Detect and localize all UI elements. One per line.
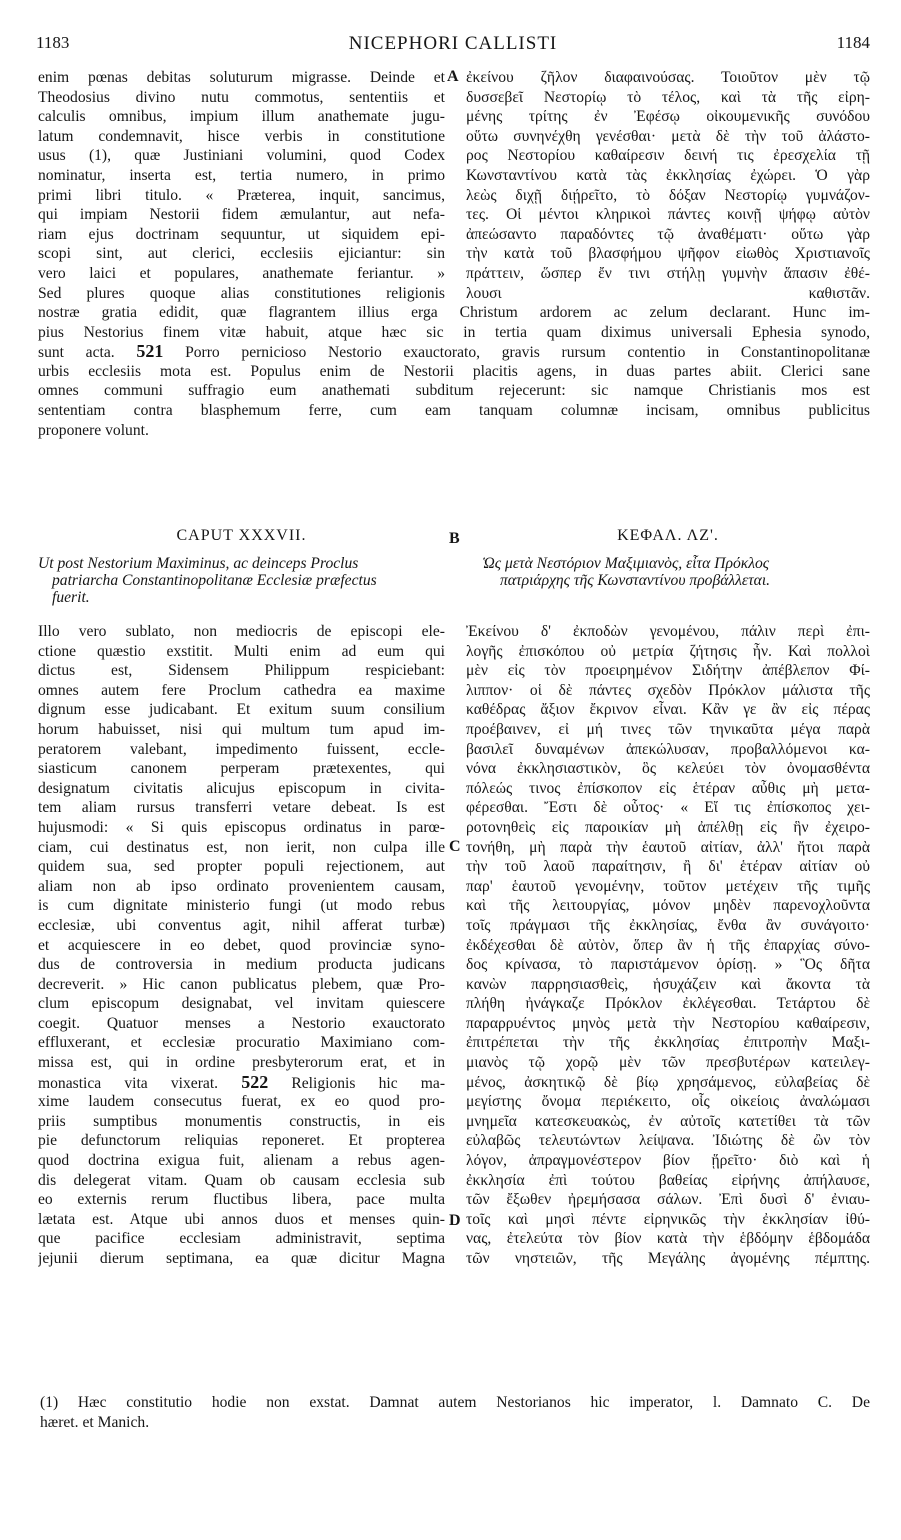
text-line: ἀπεώσαντο παραδόντες τῷ ἀναθέματι· οὕτω γὰρ — [466, 225, 870, 243]
text-line: λιππον· οἱ δὲ πάντες σχεδὸν Πρόκλον μάλιστα τῆς — [466, 681, 870, 699]
margin-marker-c: C — [449, 838, 461, 855]
text-line: ροτονηθεὶς εἰς παροικίαν μὴ ἀπέλθῃ εἰς ἣν ἐχειρο- — [466, 818, 870, 836]
text-line: tem aliam rursus transferri vetare debeat. Is est — [38, 799, 445, 817]
text-line: λεὼς διχῇ διῄρεῖτο, τὸ δόξαν Νεστορίῳ γυμνάζον- — [466, 186, 870, 204]
text-line: omnes communi suffragio eum anathemati subditum rejecerunt: sic namque Christianis mos est — [38, 382, 870, 400]
text-line: παραρρυέντος μηνὸς μετὰ τὴν Νεστορίου καθαίρεσιν, — [466, 1014, 870, 1032]
chapter-caption-latin — [38, 555, 377, 606]
greek-body-column — [466, 622, 870, 1269]
page-number-right: 1184 — [836, 33, 870, 52]
chapter-caption-greek — [482, 555, 770, 589]
margin-marker-d: D — [449, 1212, 461, 1229]
text-line: νόνα ἐκκλησιαστικὸν, ὃς κελεύει τὸν ὀνομασθέντα — [466, 760, 870, 778]
text-line: πράττειν, ὥσπερ ἔν τινι στήλῃ γυμνὴν ἅπασιν ἐθέ- — [466, 264, 870, 282]
text-line: λόγον, ἀπραγμονέστερον βίον ᾕρεῖτο· διὸ καὶ ἡ — [466, 1152, 870, 1170]
text-line-with-section — [38, 342, 870, 362]
caption-line: Ut post Nestorium Maximinus, ac deinceps Proclus — [38, 555, 359, 572]
text-line: ἐκδέχεσθαι δὲ αὐτὸν, ὅπερ ἂν ἡ τῆς ἐπαρχίας σύνο- — [466, 936, 870, 954]
text-line: quidem sua, sed propter populi rejectionem, aut — [38, 858, 445, 876]
text-line: ἐπιτρέπεται τὴν τῆς ἐκκλησίας ἐπιτροπὴν Μαξι- — [466, 1034, 870, 1052]
text-line: quod doctrina exigua fuit, alienam a rebus agen- — [38, 1152, 445, 1170]
text-segment: sunt acta. — [38, 344, 115, 362]
text-line: urbis ecclesiis mota est. Populus enim de Nestorii placitis agens, in duas partes abiit. Clerici sane — [38, 362, 870, 380]
full-width-block — [38, 303, 870, 440]
text-line: calculis omnibus, impium illum anathemate jugu- — [38, 108, 445, 126]
text-line: missa est, qui in ordine presbyterorum erat, et in — [38, 1054, 445, 1072]
text-line: τῶν νηστειῶν, τῆς Μεγάλης ἀγομένης πέμπτης. — [466, 1250, 870, 1267]
text-line: μένος, ἀσκητικῷ δὲ βίῳ χρησάμενος, εὐλαβείας δὲ — [466, 1073, 870, 1091]
text-line: οὕτω συνηνέχθη γενέσθαι· μετὰ δὲ τὴν τοῦ ἀλάστο- — [466, 127, 870, 145]
text-line: νας, ἐτελεύτα τὸν βίον κατὰ τὴν ἑβδόμην ἑβδομάδα — [466, 1230, 870, 1248]
text-line: ρος Νεστορίου καθαίρεσιν δεινή τις ἐρεσχελία τῇ — [466, 147, 870, 165]
text-line: ciam, cui destinatus est, non ierit, non culpa ille — [38, 838, 445, 856]
margin-marker-a: A — [447, 68, 459, 85]
text-line: dis delegerat vitam. Quam ob causam ecclesia sub — [38, 1171, 445, 1189]
text-line: usus (1), quæ Justiniani volumini, quod Codex — [38, 147, 445, 165]
latin-body-column — [38, 622, 445, 1269]
text-line: primi libri titulo. « Præterea, inquit, sancimus, — [38, 186, 445, 204]
footnote-line: (1) Hæc constitutio hodie non exstat. Damnat autem Nestorianos hic imperator, l. Damnato C. De — [40, 1394, 870, 1411]
chapter-heading-latin: CAPUT XXXVII. — [176, 527, 307, 544]
section-number-521: 521 — [136, 341, 164, 362]
text-line: φέρεσθαι. Ἔστι δὲ οὗτος· « Εἴ τις ἐπίσκοπος χει- — [466, 799, 870, 817]
text-line: hujusmodi: « Si quis episcopus ordinatus in parœ- — [38, 818, 445, 836]
text-line: καὶ τῆς λειτουργίας, μόνον μηδὲν παρενοχλοῦντα — [466, 897, 870, 915]
text-line: scopi sint, aut clerici, ecclesiis ejiciantur: sin — [38, 245, 445, 263]
text-segment: monastica vita vixerat. — [38, 1074, 219, 1092]
text-line: προέβαινεν, εἰ μή τινες τῶν τηνικαῦτα μέγα παρὰ — [466, 720, 870, 738]
text-line: καθέδρας ἄξιον ἔκρινον εἶναι. Κἂν γε ἂν εἰς πέρας — [466, 701, 870, 719]
caption-line: fuerit. — [52, 589, 90, 606]
text-line: μένης τρίτης ἐν Ἐφέσῳ οἰκουμενικῆς συνόδου — [466, 108, 870, 126]
text-line: λουσι καθιστᾶν. — [466, 284, 870, 302]
text-line: effluxerant, et ecclesiæ procuratio Maximiano com- — [38, 1034, 445, 1052]
text-line: nostræ gratia edidit, quæ flagrantem illius erga Christum ardorem ac zelum declarant. Hunc im- — [38, 304, 870, 321]
footnote — [40, 1393, 870, 1432]
text-line: aliam non ab ipso ordinato provenientem causam, — [38, 877, 445, 895]
text-line: et acquiescere in eo debet, quod provinciæ syno- — [38, 936, 445, 954]
text-line: omnes autem fere Proclum cathedra ea maxime — [38, 681, 445, 699]
page-number-left: 1183 — [36, 33, 70, 52]
text-line: pie defunctorum reliquias reponeret. Et propterea — [38, 1132, 445, 1150]
text-line: dictus est, Sidensem Philippum respiciebant: — [38, 662, 445, 680]
text-line — [38, 1073, 445, 1093]
text-line: xime laudem consecutus fuerat, ex eo quod pro- — [38, 1093, 445, 1111]
text-line: Theodosius divino nutu commotus, sententiis et — [38, 88, 445, 106]
text-line: δος κρίνασα, τὸ παριστάμενον ὁρίσῃ. » Ὃς δῆτα — [466, 956, 870, 974]
footnote-line: hæret. et Manich. — [40, 1413, 150, 1431]
text-line: enim pœnas debitas soluturum migrasse. Deinde et — [38, 69, 445, 86]
text-line: eo externis rerum fluctibus libera, pace multa — [38, 1191, 445, 1209]
text-line: τοῖς καὶ μησὶ πέντε εἰρηνικῶς τὴν ἐκκλησίαν ἰθύ- — [466, 1210, 870, 1228]
text-line: dignum esse judicabant. Et exitum suum consilium — [38, 701, 445, 719]
text-line: latum condemnavit, hisce verbis in constitutione — [38, 127, 445, 145]
text-line: horum habuisset, nisi qui multum tum apud im- — [38, 720, 445, 738]
text-line: τὴν κατὰ τοῦ βλασφήμου ψῆφον εἰωθὸς Χριστιανοῖς — [466, 245, 870, 263]
text-line: pius Nestorius finem vitæ habuit, atque hæc sic in tertia quam diximus universali Ephesia synodo, — [38, 323, 870, 341]
text-line: εὐλαβῶς τελευτώντων λείψανα. Ἰδιώτης δὲ ὢν τὸν — [466, 1132, 870, 1150]
section-number-522: 522 — [241, 1071, 269, 1092]
text-line: siasticum canonem perperam prætexentes, qui — [38, 760, 445, 778]
text-line: decreverit. » Hic canon publicatus plebem, quæ Pro- — [38, 975, 445, 993]
text-line: peratorem valebant, impedimento fuissent, eccle- — [38, 740, 445, 758]
text-line: τὴν τοῦ λαοῦ παραίτησιν, ἢ δι' ἑτέραν αἰτίαν οὐ — [466, 858, 870, 876]
text-line: nominatur, inserta est, tertia numero, in primo — [38, 166, 445, 184]
text-line: δυσσεβεῖ Νεστορίῳ τὸ τέλος, καὶ τὰ τῆς εἰρη- — [466, 88, 870, 106]
text-line: Sed plures quoque alias constitutiones religionis — [38, 284, 445, 302]
text-line: Ἐκείνου δ' ἐκποδὼν γενομένου, πάλιν περὶ ἐπι- — [466, 623, 870, 640]
text-line: λογῆς ἐπισκόπου οὐ μετρία ζήτησις ἦν. Καὶ πολλοὶ — [466, 642, 870, 660]
text-line: Illo vero sublato, non mediocris de episcopi ele- — [38, 623, 445, 640]
text-line: lætata est. Atque ubi annos duos et menses quin- — [38, 1210, 445, 1228]
top-latin-column — [38, 68, 445, 303]
text-line: μιανὸς τῷ χορῷ μὲν τῶν πρεσβυτέρων κατειλεγ- — [466, 1054, 870, 1072]
chapter-heading-greek: ΚΕΦΑΛ. ΛΖ'. — [617, 527, 719, 544]
text-line: priis sumptibus monumentis constructis, in eis — [38, 1112, 445, 1130]
top-greek-column — [466, 68, 870, 303]
text-line: clum episcopum designabat, vel invitam quiescere — [38, 995, 445, 1013]
text-line: μνημεῖα κατεσκευακὼς, ἐν αὐτοῖς κατετίθει τὰ τῶν — [466, 1112, 870, 1130]
text-line: sententiam contra blasphemum ferre, cum eam tanquam columnæ incisam, omnibus publicitus — [38, 401, 870, 419]
text-line: τες. Οἱ μέντοι κληρικοὶ πάντες κοινῇ ψήφῳ αὐτὸν — [466, 206, 870, 224]
text-segment: Porro pernicioso Nestorio exauctorato, gravis rursum contentio in Constantinopolitanæ — [185, 344, 870, 362]
text-line: παρ' ἑαυτοῦ γενομένην, τοῦτον μετέχειν τῆς τιμῆς — [466, 877, 870, 895]
text-segment: Religionis hic ma- — [291, 1074, 445, 1092]
text-line: πόλεώς τινος ἐπίσκοπον εἰς ἑτέραν αὖθις μὴ μετα- — [466, 779, 870, 797]
text-line: ἐκείνου ζῆλον διαφαινούσας. Τοιοῦτον μὲν τῷ — [466, 69, 870, 86]
caption-line: πατριάρχης τῆς Κωνσταντίνου προβάλλεται. — [500, 572, 771, 589]
text-line: dus de controversia in medium producta judicans — [38, 956, 445, 974]
text-line: designatum civitatis alicujus episcopum in civita- — [38, 779, 445, 797]
running-title: NICEPHORI CALLISTI — [348, 33, 558, 54]
text-line: τῶν ἔξωθεν ἠρεμήσασα σάλων. Ἐπὶ δυσὶ δ' ἐνιαυ- — [466, 1191, 870, 1209]
text-line: πλήθη ἠνάγκαζε Πρόκλον ἐκλέγεσθαι. Τετάρτου δὲ — [466, 995, 870, 1013]
text-line: Κωνσταντίνου κατὰ τὰς ἐκκλησίας ἐχώρει. Ὁ γὰρ — [466, 166, 870, 184]
caption-line: Ὡς μετὰ Νεστόριον Μαξιμιανὸς, εἶτα Πρόκλος — [482, 555, 770, 572]
text-line: is cum dignitate ministerio fungi (ut modo rebus — [38, 897, 445, 915]
text-line: μεγίστης ὄνομα περιέκειτο, οἷς οἰκείοις ἀναλώμασι — [466, 1093, 870, 1111]
text-line: ecclesiæ, ubi conventus agit, nihil afferat turbæ) — [38, 916, 445, 934]
text-line: ἐκκλησία ἐπὶ τούτου βαθείας εἰρήνης ἀπήλαυσε, — [466, 1171, 870, 1189]
running-header — [36, 33, 870, 57]
text-line: jejunii dierum septimana, ea quæ dicitur Magna — [38, 1250, 445, 1267]
text-line: τονήθη, μὴ παρὰ τὴν ἑαυτοῦ αἰτίαν, ἀλλ' ἤτοι παρὰ — [466, 838, 870, 856]
text-line: βασιλεῖ δυναμένων ἀπεκώλυσαν, προβαλλόμενοι κα- — [466, 740, 870, 758]
text-line: ctione quæstio exstitit. Multi enim ad eum qui — [38, 642, 445, 660]
text-line: κανὼν παρρησιασθεὶς, ἡσυχάζειν καὶ ἄκοντα τὰ — [466, 975, 870, 993]
text-line: coegit. Quatuor menses a Nestorio exauctorato — [38, 1014, 445, 1032]
text-line: riam ejus doctrinam sequuntur, ut siquidem epi- — [38, 225, 445, 243]
text-line: τοῖς πράγμασι τῆς ἐκκλησίας, ἔνθα ἂν συνάγοιτο· — [466, 916, 870, 934]
text-line: μὲν εἰς τὸν προειρημένον Σιδήτην ἀπέβλεπον Φί- — [466, 662, 870, 680]
text-line: vero laici et populares, anathemate feriantur. » — [38, 264, 445, 282]
caption-line: patriarcha Constantinopolitanæ Ecclesiæ præfectus — [52, 572, 377, 589]
margin-marker-b: B — [449, 530, 460, 547]
text-line: qui impiam Nestorii fidem æmulantur, aut nefa- — [38, 206, 445, 224]
text-line: proponere volunt. — [38, 421, 149, 439]
text-line: que pacifice ecclesiam administravit, septima — [38, 1230, 445, 1248]
